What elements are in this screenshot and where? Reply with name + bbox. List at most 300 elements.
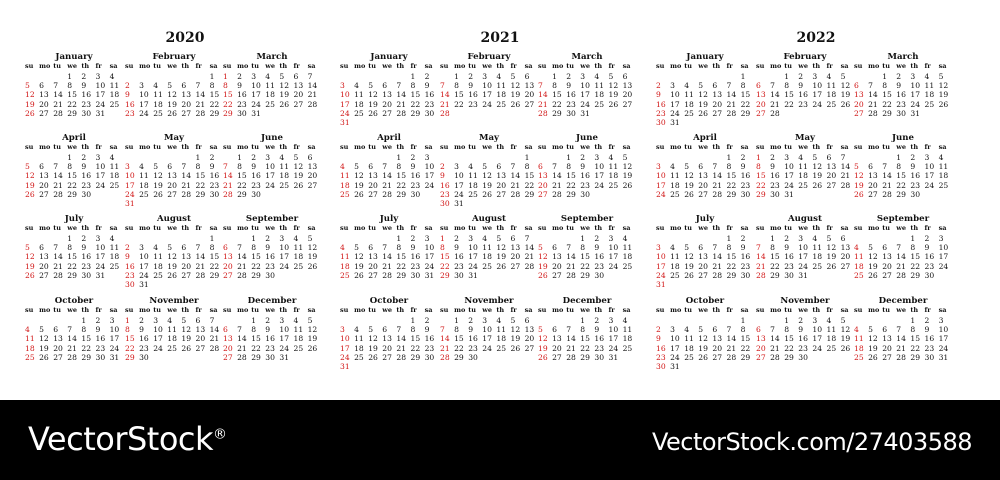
day-cell: 17 — [938, 334, 949, 344]
day-cell-sunday: 11 — [854, 334, 864, 344]
day-cell: 22 — [396, 180, 407, 190]
weekday-label: th — [81, 143, 90, 151]
weekday-label: sa — [938, 306, 947, 314]
day-cell: 13 — [868, 171, 878, 181]
day-cell: 10 — [938, 243, 949, 253]
day-cell: 27 — [712, 352, 723, 362]
weekday-label: sa — [109, 62, 118, 70]
day-cell: 25 — [798, 180, 808, 190]
weekday-label: sa — [938, 62, 947, 70]
day-cell: 6 — [53, 325, 59, 335]
day-cell: 10 — [424, 243, 435, 253]
weekday-label: sa — [424, 306, 433, 314]
day-cell: 7 — [195, 243, 201, 253]
day-cell: 20 — [167, 180, 177, 190]
day-cell: 9 — [139, 325, 144, 335]
day-cell: 10 — [924, 162, 935, 172]
weekday-label: fr — [826, 306, 833, 314]
day-cell: 23 — [740, 261, 751, 271]
day-cell: 19 — [354, 261, 364, 271]
day-cell: 29 — [81, 352, 92, 362]
weekday-label: we — [580, 306, 591, 314]
day-cell: 28 — [237, 352, 247, 362]
day-cell: 22 — [910, 261, 921, 271]
day-cell: 11 — [826, 81, 837, 91]
day-cell: 14 — [566, 252, 576, 262]
day-cell: 3 — [482, 72, 488, 81]
day-cell-sunday: 12 — [538, 334, 548, 344]
day-cell: 10 — [670, 334, 680, 344]
day-cell: 1 — [209, 234, 215, 243]
day-cell: 28 — [53, 189, 63, 199]
weekday-label: mo — [454, 224, 466, 232]
weekday-header — [854, 143, 952, 151]
day-cell: 1 — [784, 316, 790, 325]
day-cell-sunday: 9 — [125, 90, 130, 100]
day-cell-sunday: 8 — [756, 162, 761, 172]
weekday-label: mo — [139, 306, 151, 314]
day-cell: 28 — [67, 352, 77, 362]
day-cell: 16 — [251, 171, 261, 181]
day-cell: 10 — [251, 81, 261, 91]
day-cell: 3 — [798, 234, 804, 243]
day-cell: 19 — [279, 90, 290, 100]
day-cell: 19 — [698, 99, 708, 109]
day-cell: 19 — [840, 90, 851, 100]
weekday-header — [440, 143, 538, 151]
weekday-label: fr — [410, 224, 417, 232]
day-cell: 24 — [95, 99, 106, 109]
day-cell-sunday: 8 — [223, 81, 228, 91]
day-cell-sunday: 20 — [756, 99, 766, 109]
day-cell: 24 — [279, 343, 290, 353]
day-cell: 10 — [454, 171, 464, 181]
weekday-label: tu — [784, 143, 792, 151]
day-cell: 16 — [265, 252, 275, 262]
day-cell: 9 — [910, 162, 916, 172]
weekday-label: we — [798, 62, 809, 70]
day-cell: 2 — [95, 316, 101, 325]
day-cell: 3 — [812, 316, 818, 325]
day-cell: 1 — [552, 72, 557, 81]
day-cell: 3 — [424, 234, 430, 243]
day-cell: 25 — [826, 99, 837, 109]
day-cell-sunday: 6 — [756, 325, 761, 335]
day-cell: 26 — [167, 108, 177, 118]
weekday-label: sa — [209, 62, 218, 70]
day-cell: 28 — [382, 270, 392, 280]
day-cell: 13 — [53, 334, 63, 344]
day-cell: 25 — [924, 99, 935, 109]
day-cell: 26 — [293, 180, 304, 190]
day-cell: 25 — [812, 261, 823, 271]
weekday-label: sa — [740, 306, 749, 314]
day-cell: 26 — [482, 189, 492, 199]
day-cell: 27 — [382, 108, 392, 118]
day-cell: 12 — [868, 334, 878, 344]
weekday-label: we — [265, 224, 276, 232]
day-cell-sunday: 27 — [223, 352, 233, 362]
day-cell: 25 — [109, 180, 120, 190]
day-cell-sunday: 30 — [656, 362, 666, 371]
weekday-label: su — [340, 62, 349, 70]
day-cell: 29 — [209, 108, 220, 118]
day-cell: 23 — [924, 261, 935, 271]
weekday-header — [656, 306, 754, 314]
day-cell: 7 — [195, 81, 201, 91]
day-cell: 18 — [798, 171, 808, 181]
weekday-header — [340, 143, 438, 151]
day-cell: 13 — [496, 171, 507, 181]
day-cell: 7 — [712, 243, 718, 253]
day-cell: 28 — [896, 352, 906, 362]
day-cell-sunday: 22 — [223, 99, 233, 109]
day-cell-sunday: 24 — [656, 270, 666, 280]
day-cell-sunday: 26 — [538, 270, 548, 280]
day-cell-sunday: 15 — [440, 252, 450, 262]
day-cell: 5 — [496, 234, 502, 243]
day-cell: 1 — [784, 72, 790, 81]
weekday-label: fr — [726, 143, 733, 151]
day-cell: 1 — [770, 234, 775, 243]
day-cell: 26 — [840, 343, 851, 353]
day-cell: 17 — [938, 252, 949, 262]
day-cell: 18 — [139, 180, 149, 190]
day-cell: 1 — [524, 153, 530, 162]
weekday-label: tu — [684, 143, 692, 151]
day-cell: 24 — [95, 261, 106, 271]
day-cell: 9 — [468, 81, 474, 91]
day-cell: 29 — [726, 189, 737, 199]
day-cell: 1 — [209, 72, 215, 81]
day-cell: 21 — [712, 261, 723, 271]
day-cell: 7 — [382, 162, 388, 172]
day-cell: 4 — [139, 162, 144, 172]
weekday-label: th — [910, 224, 919, 232]
day-cell: 10 — [670, 90, 680, 100]
month-name: April — [62, 133, 86, 143]
day-cell: 17 — [139, 261, 149, 271]
weekday-label: tu — [153, 62, 161, 70]
weekday-label: tu — [684, 224, 692, 232]
day-cell: 5 — [698, 81, 704, 91]
day-cell: 12 — [840, 81, 851, 91]
day-cell: 15 — [454, 334, 464, 344]
day-cell: 2 — [910, 153, 916, 162]
day-cell: 14 — [712, 171, 723, 181]
day-cell: 23 — [594, 343, 605, 353]
weekday-label: mo — [454, 143, 466, 151]
weekday-label: sa — [307, 224, 316, 232]
day-cell-sunday: 2 — [440, 162, 445, 172]
weekday-label: mo — [237, 224, 249, 232]
day-cell: 4 — [153, 243, 159, 253]
day-cell: 30 — [798, 352, 808, 362]
weekday-label: we — [896, 306, 907, 314]
day-cell-sunday: 13 — [756, 334, 766, 344]
day-cell: 9 — [566, 81, 572, 91]
month-name: January — [370, 52, 408, 62]
day-cell-sunday: 13 — [223, 252, 233, 262]
day-cell-sunday: 28 — [223, 189, 233, 199]
day-cell: 9 — [784, 243, 790, 253]
day-cell: 26 — [698, 108, 708, 118]
day-cell-sunday: 11 — [854, 252, 864, 262]
day-cell: 28 — [181, 189, 192, 199]
day-cell: 21 — [510, 180, 521, 190]
day-cell: 5 — [840, 316, 846, 325]
weekday-label: th — [712, 306, 721, 314]
day-cell: 17 — [139, 99, 149, 109]
day-cell: 6 — [510, 234, 516, 243]
day-cell: 15 — [552, 90, 562, 100]
day-cell: 2 — [424, 316, 430, 325]
day-cell: 6 — [195, 316, 201, 325]
weekday-label: tu — [368, 143, 376, 151]
day-cell: 14 — [868, 90, 878, 100]
day-cell: 27 — [195, 343, 206, 353]
day-cell-sunday: 28 — [440, 108, 450, 118]
weekday-label: mo — [552, 143, 564, 151]
weekday-label: fr — [95, 224, 102, 232]
day-cell: 3 — [580, 72, 586, 81]
day-cell: 19 — [840, 334, 851, 344]
day-cell: 11 — [265, 81, 275, 91]
day-cell: 10 — [784, 162, 794, 172]
day-cell: 25 — [608, 180, 619, 190]
day-cell-sunday: 26 — [25, 108, 35, 118]
day-cell: 21 — [896, 343, 906, 353]
weekday-label: fr — [293, 306, 300, 314]
day-cell: 25 — [622, 343, 633, 353]
day-cell: 8 — [552, 81, 557, 91]
weekday-label: sa — [840, 62, 849, 70]
day-cell: 12 — [510, 81, 521, 91]
month-name: March — [256, 52, 288, 62]
day-cell: 13 — [368, 252, 378, 262]
day-cell: 21 — [396, 343, 407, 353]
day-cell: 20 — [53, 343, 63, 353]
day-cell-sunday: 12 — [25, 252, 35, 262]
day-cell: 29 — [396, 189, 407, 199]
weekday-label: sa — [938, 224, 947, 232]
day-cell: 10 — [594, 162, 605, 172]
day-cell: 11 — [594, 81, 605, 91]
day-cell: 27 — [39, 189, 49, 199]
weekday-label: tu — [566, 62, 574, 70]
day-cell: 27 — [524, 343, 535, 353]
day-cell: 22 — [410, 99, 421, 109]
day-cell: 16 — [410, 171, 421, 181]
day-cell: 31 — [670, 118, 680, 127]
weekday-header — [223, 224, 321, 232]
day-cell: 16 — [740, 252, 751, 262]
day-cell: 30 — [410, 270, 421, 280]
day-cell: 5 — [354, 243, 359, 253]
day-cell: 3 — [784, 153, 790, 162]
day-cell: 10 — [482, 325, 492, 335]
day-cell: 3 — [924, 153, 930, 162]
day-cell: 3 — [95, 234, 101, 243]
day-cell-sunday: 28 — [538, 108, 548, 118]
day-cell: 7 — [382, 243, 388, 253]
weekday-label: sa — [209, 306, 218, 314]
month-name: May — [478, 133, 500, 143]
day-cell: 9 — [594, 325, 600, 335]
day-cell: 15 — [740, 90, 751, 100]
day-cell: 23 — [896, 99, 906, 109]
weekday-header — [854, 306, 952, 314]
day-cell-sunday: 12 — [854, 171, 864, 181]
day-cell: 15 — [726, 171, 737, 181]
day-cell: 24 — [251, 99, 261, 109]
day-cell-sunday: 14 — [756, 252, 766, 262]
day-cell-sunday: 16 — [656, 343, 666, 353]
day-cell: 20 — [552, 343, 562, 353]
day-cell: 2 — [740, 234, 746, 243]
weekday-label: mo — [670, 224, 682, 232]
day-cell-sunday: 9 — [440, 171, 445, 181]
day-cell: 27 — [293, 99, 304, 109]
weekday-label: we — [798, 306, 809, 314]
day-cell: 8 — [882, 81, 888, 91]
day-cell: 5 — [167, 81, 173, 91]
weekday-label: th — [279, 143, 288, 151]
day-cell-sunday: 7 — [223, 162, 228, 172]
day-cell: 29 — [896, 189, 906, 199]
day-cell: 7 — [566, 243, 572, 253]
weekday-label: th — [396, 306, 405, 314]
day-cell: 5 — [293, 153, 299, 162]
day-cell: 28 — [882, 189, 892, 199]
month-name: September — [560, 214, 614, 224]
day-cell: 7 — [209, 316, 215, 325]
day-cell: 11 — [109, 81, 120, 91]
month-name: August — [472, 214, 506, 224]
weekday-label: mo — [39, 62, 51, 70]
weekday-label: sa — [622, 143, 631, 151]
weekday-label: su — [854, 224, 863, 232]
day-cell: 16 — [139, 334, 149, 344]
day-cell: 8 — [726, 162, 732, 172]
day-cell: 23 — [424, 99, 435, 109]
day-cell: 24 — [482, 99, 492, 109]
day-cell: 30 — [910, 189, 921, 199]
day-cell: 11 — [622, 243, 633, 253]
weekday-label: fr — [924, 143, 931, 151]
day-cell: 22 — [784, 343, 794, 353]
month-name: July — [64, 214, 84, 224]
day-cell: 25 — [109, 261, 120, 271]
weekday-label: fr — [826, 224, 833, 232]
day-cell: 12 — [167, 252, 177, 262]
day-cell: 10 — [812, 81, 823, 91]
day-cell: 29 — [580, 270, 590, 280]
day-cell: 5 — [153, 162, 159, 172]
day-cell: 24 — [670, 108, 680, 118]
day-cell: 26 — [684, 270, 694, 280]
day-cell: 1 — [726, 234, 732, 243]
day-cell-sunday: 12 — [538, 252, 548, 262]
day-cell-sunday: 23 — [125, 108, 135, 118]
weekday-label: th — [712, 224, 721, 232]
day-cell-sunday: 19 — [538, 261, 548, 271]
day-cell-sunday: 25 — [854, 352, 864, 362]
day-cell: 12 — [684, 252, 694, 262]
day-cell: 25 — [496, 99, 507, 109]
weekday-label: we — [382, 62, 393, 70]
day-cell: 27 — [882, 270, 892, 280]
day-cell: 14 — [237, 252, 247, 262]
weekday-header — [756, 143, 854, 151]
day-cell: 22 — [67, 261, 77, 271]
day-cell: 25 — [670, 189, 680, 199]
day-cell: 26 — [622, 180, 633, 190]
day-cell: 2 — [594, 234, 600, 243]
day-cell: 30 — [468, 352, 478, 362]
day-cell: 16 — [95, 334, 106, 344]
day-cell: 30 — [740, 270, 751, 280]
weekday-label: tu — [251, 224, 259, 232]
day-cell: 8 — [580, 243, 586, 253]
day-cell: 20 — [39, 261, 49, 271]
day-cell: 1 — [580, 234, 586, 243]
day-cell: 23 — [81, 99, 92, 109]
weekday-label: su — [340, 306, 349, 314]
day-cell: 22 — [209, 261, 220, 271]
weekday-label: su — [440, 224, 449, 232]
day-cell: 10 — [938, 325, 949, 335]
day-cell-sunday: 29 — [440, 270, 450, 280]
day-cell: 4 — [109, 234, 115, 243]
weekday-label: we — [482, 224, 493, 232]
day-cell: 17 — [812, 334, 823, 344]
weekday-label: mo — [552, 224, 564, 232]
day-cell: 10 — [109, 325, 120, 335]
day-cell: 15 — [784, 334, 794, 344]
day-cell-sunday: 4 — [25, 325, 30, 335]
day-cell: 7 — [896, 243, 902, 253]
day-cell: 17 — [468, 252, 478, 262]
day-cell-sunday: 31 — [340, 362, 350, 371]
day-cell: 19 — [368, 99, 378, 109]
day-cell: 9 — [580, 162, 586, 172]
day-cell: 6 — [307, 153, 313, 162]
weekday-label: we — [67, 143, 78, 151]
day-cell: 9 — [237, 81, 242, 91]
day-cell-sunday: 6 — [538, 162, 543, 172]
day-cell: 2 — [81, 234, 87, 243]
day-cell: 5 — [826, 234, 832, 243]
day-cell: 27 — [840, 261, 851, 271]
day-cell-sunday: 10 — [340, 334, 350, 344]
day-cell: 21 — [67, 343, 77, 353]
day-cell: 28 — [726, 352, 737, 362]
day-cell: 24 — [798, 261, 808, 271]
day-cell-sunday: 17 — [340, 99, 350, 109]
day-cell: 8 — [784, 81, 790, 91]
month-name: March — [571, 52, 603, 62]
day-cell: 14 — [382, 252, 392, 262]
day-cell: 21 — [524, 252, 535, 262]
day-cell: 23 — [594, 261, 605, 271]
day-cell: 27 — [712, 108, 723, 118]
day-cell: 29 — [566, 189, 576, 199]
day-cell: 16 — [594, 334, 605, 344]
day-cell: 9 — [896, 81, 902, 91]
day-cell: 14 — [840, 162, 851, 172]
weekday-label: we — [382, 143, 393, 151]
